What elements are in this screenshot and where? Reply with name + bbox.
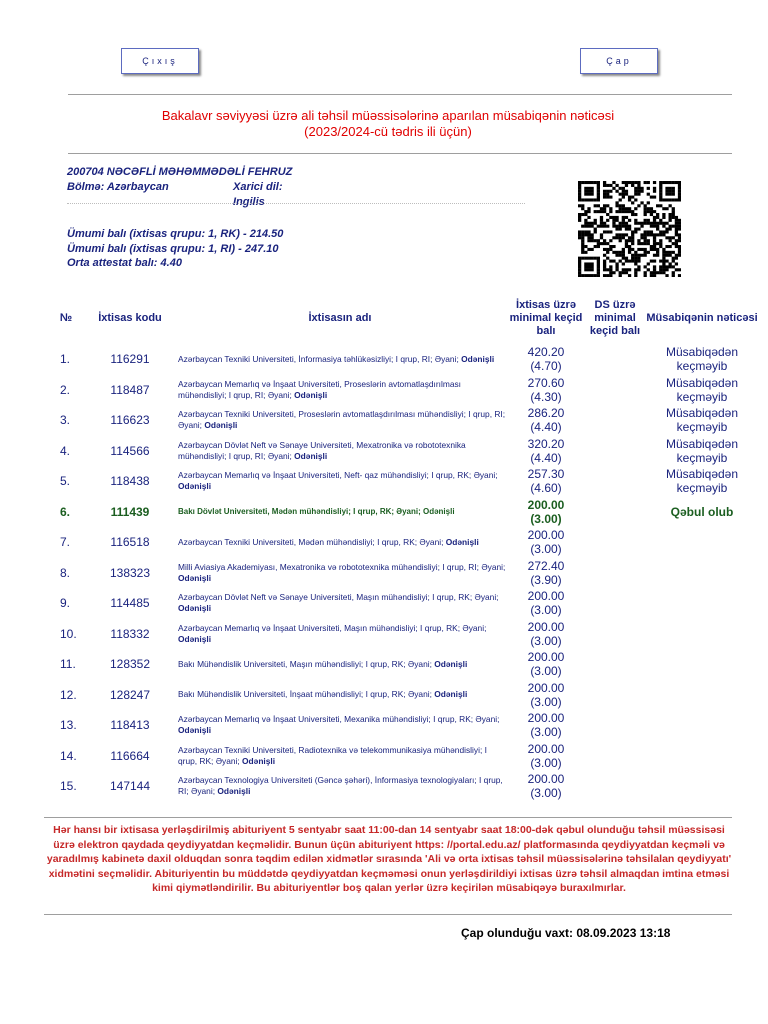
specialty-name-text: Bakı Mühəndislik Universiteti, Maşın mühəndisliyi; I qrup, RK; Əyani;: [178, 658, 432, 669]
table-row: [46, 710, 760, 741]
table-row: [46, 527, 760, 558]
specialty-code: 116623: [110, 413, 150, 428]
min-score-value: 257.30: [527, 467, 565, 482]
divider: [44, 817, 732, 818]
specialty-name-text: Azərbaycan Memarlıq və İnşaat Universiteti, Maşın mühəndisliyi; I qrup, RK; Əyani;: [178, 622, 487, 633]
row-number: 11.: [60, 657, 76, 672]
specialty-name: [174, 375, 506, 406]
row-number: 10.: [60, 626, 77, 641]
specialty-name-text: Bakı Mühəndislik Universiteti, İnşaat mühəndisliyi; I qrup, RK; Əyani;: [178, 689, 432, 700]
row-number: 13.: [60, 718, 77, 733]
col-header-result: Müsabiqənin nəticəsi: [646, 311, 758, 324]
row-number: 5.: [60, 474, 71, 489]
divider: [44, 914, 732, 915]
min-score: [506, 710, 586, 741]
table-row: [46, 405, 760, 436]
competition-result: Müsabiqədən keçməyib: [665, 375, 739, 404]
divider: [68, 153, 732, 154]
payment-type: Odənişli: [178, 572, 212, 583]
student-scores: [67, 227, 283, 271]
specialty-name-text: Azərbaycan Texniki Universiteti, Radiotexnika və telekommunikasiya mühəndisliyi; I qrup, RK; Əyani;: [178, 744, 487, 766]
min-score: [506, 527, 586, 558]
competition-result: [644, 588, 760, 619]
min-score: [506, 375, 586, 406]
row-number: 9.: [60, 596, 71, 611]
table-row: [46, 649, 760, 680]
min-score-value: 200.00: [527, 619, 565, 634]
min-score: [506, 436, 586, 467]
competition-result: [644, 649, 760, 680]
row-number: 7.: [60, 535, 71, 550]
qr-code-icon: [578, 181, 681, 277]
specialty-code: 138323: [109, 565, 151, 580]
ds-min-score: [586, 680, 644, 711]
competition-result: [644, 741, 760, 772]
min-score-value: 200.00: [527, 650, 565, 665]
printed-at: Çap olunduğu vaxt: 08.09.2023 13:18: [461, 926, 671, 940]
specialty-name: [174, 771, 506, 802]
min-gpa-value: (4.30): [530, 389, 562, 404]
row-number: 2.: [60, 382, 71, 397]
table-row: [46, 680, 760, 711]
specialty-name-text: Azərbaycan Texniki Universiteti, İnformasiya təhlükəsizliyi; I qrup, RI; Əyani;: [178, 353, 459, 364]
specialty-code: 128247: [109, 687, 151, 702]
col-header-num: №: [59, 311, 73, 324]
score-rk: Ümumi balı (ixtisas qrupu: 1, RK) - 214.50: [67, 228, 284, 240]
min-gpa-value: (3.00): [530, 542, 562, 557]
min-gpa-value: (3.00): [530, 755, 562, 770]
min-score: [506, 405, 586, 436]
ds-min-score: [586, 375, 644, 406]
specialty-code: 128352: [109, 657, 151, 672]
col-header-min-score: İxtisas üzrə minimal keçid balı: [509, 298, 583, 337]
specialty-name-text: Azərbaycan Memarlıq və İnşaat Universiteti, Proseslərin avtomatlaşdırılması mühəndisliyi; I qrup, RI; Əyani;: [178, 378, 461, 400]
specialty-name: [174, 741, 506, 772]
min-score-value: 200.00: [527, 772, 565, 787]
table-header-row: [46, 292, 760, 344]
min-gpa-value: (3.90): [530, 572, 562, 587]
min-score-value: 200.00: [527, 680, 565, 695]
student-info: [67, 165, 293, 208]
registration-notice: Hər hansı bir ixtisasa yerləşdirilmiş abituriyent 5 sentyabr saat 11:00-dan 14 sentyabr saat 18:00-dək qəbul olunduğu təhsil müəssisəsi üzrə elektron qaydada qeydiyyatdan keçməlidir. Bunun üçün abituriyent https: //portal.edu.az/ platformasında qeydiyyatdan keçməli və yaradılmış kabinetə daxil olduqdan sonra təqdim edilən xidmətlər sırasında 'Ali və orta ixtisas təhsil müəssisələrinə təhsilalan qeydiyyatı' xidmətini seçməlidir. Abituriyentin bu müddətdə qeydiyyatdan keçməməsi onun yerləşdirildiyi ixtisas üzrə təhsil almaqdan imtina etməsi kimi qiymətləndirilir. Bu abituriyentlər boş qalan yerlər üzrə keçirilən müsabiqəyə buraxılmırlar.: [46, 824, 732, 894]
divider: [67, 203, 525, 204]
specialty-name: [174, 680, 506, 711]
min-score-value: 200.00: [527, 528, 565, 543]
min-score: [506, 741, 586, 772]
specialty-code: 111439: [110, 504, 150, 519]
table-row: [46, 375, 760, 406]
row-number: 6.: [60, 504, 71, 519]
table-row: [46, 588, 760, 619]
min-score-value: 420.20: [527, 345, 565, 360]
min-gpa-value: (4.40): [530, 420, 562, 435]
min-score-value: 200.00: [527, 589, 565, 604]
specialty-name: [174, 710, 506, 741]
table-row: [46, 771, 760, 802]
row-number: 1.: [60, 352, 71, 367]
min-score: [506, 680, 586, 711]
specialty-code: 118413: [110, 718, 150, 733]
ds-min-score: [586, 588, 644, 619]
table-row: [46, 436, 760, 467]
specialty-code: 118332: [110, 626, 150, 641]
table-row: [46, 466, 760, 497]
table-row: [46, 497, 760, 528]
payment-type: Odənişli: [461, 353, 495, 364]
ds-min-score: [586, 405, 644, 436]
min-score-value: 270.60: [527, 375, 565, 390]
top-toolbar: [68, 40, 732, 95]
min-gpa-value: (3.00): [530, 786, 562, 801]
min-score: [506, 619, 586, 650]
competition-result: Müsabiqədən keçməyib: [665, 406, 739, 435]
min-score: [506, 466, 586, 497]
score-ri: Ümumi balı (ixtisas qrupu: 1, RI) - 247.10: [67, 242, 279, 255]
min-score: [506, 344, 586, 375]
min-gpa-value: (3.00): [530, 725, 562, 740]
ds-min-score: [586, 710, 644, 741]
specialty-name-text: Azərbaycan Texniki Universiteti, Proseslərin avtomatlaşdırılması mühəndisliyi; I qrup, RI; Əyani;: [178, 409, 506, 431]
title-line-1: Bakalavr səviyyəsi üzrə ali təhsil müəssisələrinə aparılan müsabiqənin nəticəsi: [161, 108, 615, 123]
specialty-code: 116518: [110, 535, 150, 550]
payment-type: Odənişli: [434, 689, 468, 700]
ds-min-score: [586, 649, 644, 680]
min-gpa-value: (4.60): [530, 481, 562, 496]
specialty-name: [174, 436, 506, 467]
col-header-name: İxtisasın adı: [308, 311, 372, 324]
student-section: Bölmə: Azərbaycan: [67, 181, 169, 193]
ds-min-score: [586, 497, 644, 528]
row-number: 4.: [60, 443, 71, 458]
payment-type: Odənişli: [178, 633, 212, 644]
specialty-code: 118438: [110, 474, 150, 489]
payment-type: Odənişli: [422, 507, 455, 517]
table-row: [46, 558, 760, 589]
specialty-name-text: Azərbaycan Texnologiya Universiteti (Gəncə şəhəri), İnformasiya texnologiyaları; I qrup, RI; Əyani;: [178, 775, 503, 797]
ds-min-score: [586, 527, 644, 558]
competition-result: [644, 710, 760, 741]
specialty-code: 118487: [110, 382, 150, 397]
col-header-ds-min: DS üzrə minimal keçid balı: [589, 298, 641, 337]
competition-result: [644, 680, 760, 711]
specialty-name: [174, 649, 506, 680]
specialty-name: [174, 527, 506, 558]
row-number: 3.: [60, 413, 71, 428]
min-score: [506, 771, 586, 802]
payment-type: Odənişli: [204, 420, 238, 431]
min-gpa-value: (3.00): [530, 511, 562, 526]
ds-min-score: [586, 619, 644, 650]
table-row: [46, 344, 760, 375]
min-score-value: 320.20: [527, 436, 565, 451]
ds-min-score: [586, 436, 644, 467]
specialty-name: [174, 497, 506, 528]
min-gpa-value: (4.40): [530, 450, 562, 465]
competition-result: Müsabiqədən keçməyib: [665, 345, 739, 374]
student-foreign-language: Xarici dil: Ingilis: [233, 181, 283, 208]
ds-min-score: [586, 771, 644, 802]
min-gpa-value: (4.70): [530, 359, 562, 374]
row-number: 12.: [60, 687, 77, 702]
specialty-code: 116664: [110, 748, 150, 763]
title-line-2: (2023/2024-cü tədris ili üçün): [304, 124, 472, 139]
payment-type: Odənişli: [294, 450, 328, 461]
min-score-value: 200.00: [527, 741, 565, 756]
student-id-name: 200704 NƏCƏFLİ MƏHƏMMƏDƏLİ FEHRUZ: [67, 166, 293, 178]
specialty-name: [174, 405, 506, 436]
min-score: [506, 588, 586, 619]
min-score-value: 200.00: [527, 711, 565, 726]
payment-type: Odənişli: [294, 389, 328, 400]
specialty-name: [174, 466, 506, 497]
specialty-code: 114566: [110, 443, 150, 458]
specialty-name-text: Bakı Dövlət Universiteti, Mədən mühəndisliyi; I qrup, RK; Əyani;: [178, 507, 421, 517]
min-score-value: 200.00: [527, 497, 565, 512]
competition-result: Qəbul olub: [670, 504, 734, 519]
min-score: [506, 649, 586, 680]
specialty-name-text: Azərbaycan Memarlıq və İnşaat Universiteti, Mexanika mühəndisliyi; I qrup, RK; Əyani;: [178, 714, 500, 725]
min-gpa-value: (3.00): [530, 694, 562, 709]
table-row: [46, 619, 760, 650]
competition-result: Müsabiqədən keçməyib: [665, 436, 739, 465]
table-row: [46, 741, 760, 772]
specialty-name: [174, 344, 506, 375]
ds-min-score: [586, 466, 644, 497]
specialty-name-text: Azərbaycan Dövlət Neft və Sənaye Universiteti, Maşın mühəndisliyi; I qrup, RK; Əyani;: [178, 592, 499, 603]
min-score: [506, 497, 586, 528]
min-gpa-value: (3.00): [530, 603, 562, 618]
specialty-code: 114485: [110, 596, 150, 611]
ds-min-score: [586, 344, 644, 375]
min-gpa-value: (3.00): [530, 664, 562, 679]
specialty-name: [174, 619, 506, 650]
payment-type: Odənişli: [445, 536, 479, 547]
payment-type: Odənişli: [178, 603, 212, 614]
row-number: 15.: [60, 779, 77, 794]
competition-result: [644, 771, 760, 802]
col-header-code: İxtisas kodu: [98, 311, 162, 324]
results-table: [46, 292, 760, 802]
payment-type: Odənişli: [217, 786, 251, 797]
specialty-name-text: Milli Aviasiya Akademiyası, Mexatronika və robototexnika mühəndisliyi; I qrup, RI; Əyani;: [178, 561, 506, 572]
specialty-code: 116291: [110, 352, 150, 367]
ds-min-score: [586, 741, 644, 772]
page-title: [68, 108, 708, 140]
payment-type: Odənişli: [242, 755, 276, 766]
specialty-name: [174, 558, 506, 589]
competition-result: [644, 558, 760, 589]
specialty-name: [174, 588, 506, 619]
competition-result: [644, 527, 760, 558]
payment-type: Odənişli: [434, 658, 468, 669]
payment-type: Odənişli: [178, 481, 212, 492]
ds-min-score: [586, 558, 644, 589]
specialty-name-text: Azərbaycan Memarlıq və İnşaat Universiteti, Neft- qaz mühəndisliyi; I qrup, RK; Əyani;: [178, 470, 498, 481]
exit-button[interactable]: Çıxış: [121, 48, 199, 74]
specialty-name-text: Azərbaycan Dövlət Neft və Sənaye Universiteti, Mexatronika və robototexnika mühəndisliyi; I qrup, RI; Əyani;: [178, 439, 466, 461]
competition-result: [644, 619, 760, 650]
specialty-name-text: Azərbaycan Texniki Universiteti, Mədən mühəndisliyi; I qrup, RK; Əyani;: [178, 536, 444, 547]
row-number: 14.: [60, 748, 77, 763]
print-button[interactable]: Çap: [580, 48, 658, 74]
competition-result: Müsabiqədən keçməyib: [665, 467, 739, 496]
specialty-code: 147144: [109, 779, 151, 794]
gpa: Orta attestat balı: 4.40: [67, 257, 182, 269]
payment-type: Odənişli: [178, 725, 212, 736]
min-score: [506, 558, 586, 589]
min-score-value: 286.20: [527, 406, 565, 421]
min-score-value: 272.40: [527, 558, 565, 573]
min-gpa-value: (3.00): [530, 633, 562, 648]
row-number: 8.: [60, 565, 71, 580]
